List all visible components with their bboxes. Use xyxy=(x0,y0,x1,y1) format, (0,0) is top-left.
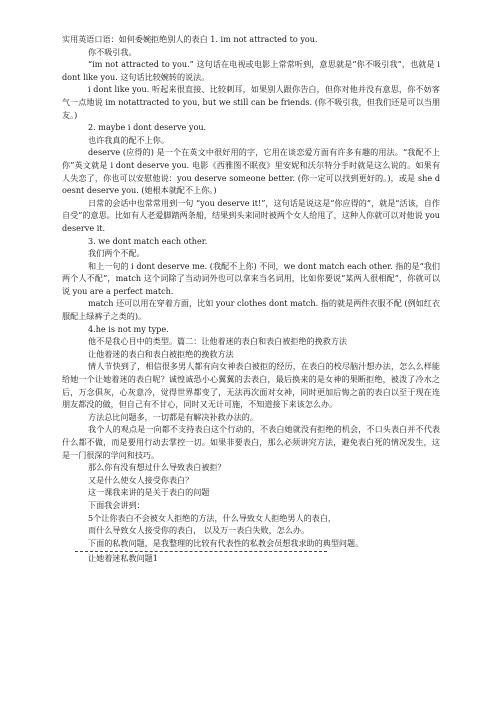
paragraph: 5个让你表白不会被女人拒绝的方法，什么导致女人拒绝男人的表白， xyxy=(88,512,336,523)
section-heading: 3. we dont match each other. xyxy=(88,235,208,246)
paragraph: 日常的会话中也常常用到一句 “you deserve it!”，这句话是说这是“你应得的”，就是“活该，自作自受”的意思。比如有人老爱脚踏两条船，结果到头来同时被两个女人给甩了，这种人你就可以对他说 you deserve it. xyxy=(62,197,440,233)
paragraph: 你不吸引我。 xyxy=(88,46,137,57)
paragraph: 下面我会讲到： xyxy=(88,499,145,510)
section-heading: 让她着迷私教问题1 xyxy=(88,553,158,564)
paragraph: i dont like you. 听起来很直接、比较刺耳，如果别人跟你告白，但你对他并没有意思，你不妨客气一点地说 im notattracted to you, but we still can be friends. (你不吸引我，但我们还是可以当朋友。) xyxy=(62,84,440,120)
paragraph: 和上一句的 i dont deserve me. (我配不上你) 不同，we dont match each other. 指的是“我们两个人不配”，match 这个词除了当动词外也可以拿来当名词用，比如你要说“某两人很相配”，你就可以说 you are a perfect match. xyxy=(62,260,440,296)
paragraph: 又是什么使女人接受你表白？ xyxy=(88,474,194,485)
paragraph: 也许我真的配不上你。 xyxy=(88,134,169,145)
paragraph: 情人节快到了，相信很多男人都有向女神表白被拒的经历，在表白的校尽脑汁想办法，怎么么样能给她一个让她着迷的表白呢？诚惶诚恐小心翼翼的去表白，最后换来的是女神的果断拒绝，被泼了冷水之后，万念俱灰，心灰意冷，觉得世界都变了，无法再次面对女神，同时更加后悔之前的表白以至于现在连朋友都没的做，但自己有不甘心，同时又无计可施，不知道接下来该怎么办。 xyxy=(62,361,440,410)
paragraph: 我个人的观点是一向都不支持表白这个行动的，不表白她就没有拒绝的机会，不口头表白并不代表什么都不做，而是要用行动去掌控一切。如果非要表白，那么必须讲究方法，避免表白死的情况发生，这是一门很深的学问和技巧。 xyxy=(62,424,440,460)
paragraph: match 还可以用在穿着方面，比如 your clothes dont match. 指的就是两件衣服不配 (例如红衣服配上绿裤子之类的)。 xyxy=(62,298,440,322)
paragraph: deserve (应得的) 是一个在英文中很好用的字，它用在谈恋爱方面有许多有趣的用法。“我配不上你”英文就是 i dont deserve you. 电影《西雅图不眠夜》里安妮和沃尔特分手时就是这么说的。如果有人失恋了，你也可以安慰他说：you deserve someone better. (你一定可以找到更好的。)，或是 she doesnt deserve you. (她根本就配不上你。) xyxy=(62,147,440,196)
paragraph: 让他着迷的表白和表白被拒绝的挽救方法 xyxy=(88,348,234,359)
document-title-line: 实用英语口语：如何委婉拒绝别人的表白 1. im not attracted to you. xyxy=(62,34,318,44)
paragraph: 方法总比问题多，一切都是有解决补救办法的。 xyxy=(88,411,258,422)
document-body xyxy=(62,33,440,565)
paragraph: 我们两个不配。 xyxy=(88,248,145,259)
paragraph: 下面的私教问题，是我整理的比较有代表性的私教会员想我求助的典型问题。 xyxy=(88,537,364,548)
paragraph: 那么你有没有想过什么导致表白被拒？ xyxy=(88,462,226,473)
paragraph: “im not attracted to you.” 这句话在电视或电影上常常听到，意思就是“你不吸引我”，也就是 i dont like you. 这句话比较婉转的说法。 xyxy=(62,59,440,82)
section-heading: 2. maybe i dont deserve you. xyxy=(88,122,207,133)
section-heading: 4.he is not my type. xyxy=(88,323,169,334)
paragraph: 他不是我心目中的类型。篇二：让他着迷的表白和表白被拒绝的挽救方法 xyxy=(88,336,348,347)
paragraph: 这一课我来讲的是关于表白的问题 xyxy=(88,487,210,498)
paragraph: 而什么导致女人接受你的表白， 以及万一表白失败，怎么办。 xyxy=(88,525,310,536)
